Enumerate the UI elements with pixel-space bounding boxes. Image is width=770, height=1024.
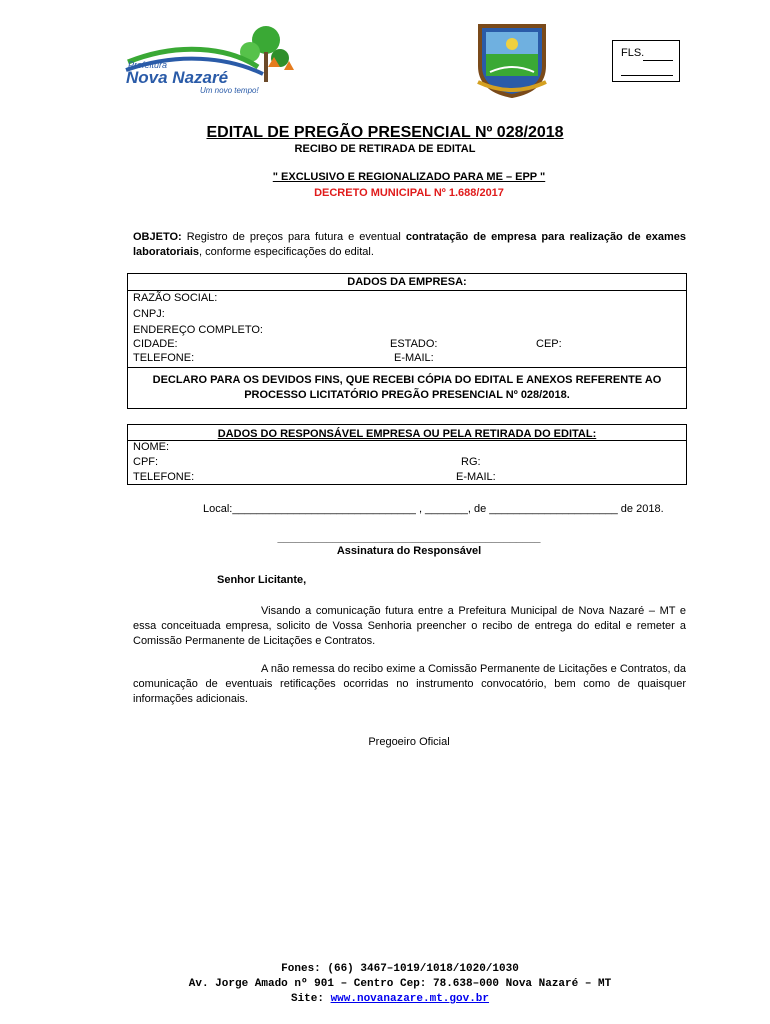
logo-tagline: Um novo tempo! — [200, 86, 259, 95]
fls-box — [612, 40, 680, 82]
document-subtitle: RECIBO DE RETIRADA DE EDITAL — [294, 143, 476, 155]
decree-line: DECRETO MUNICIPAL Nº 1.688/2017 — [314, 187, 504, 199]
company-table-header: DADOS DA EMPRESA: — [347, 276, 467, 288]
letter-paragraph-2: A não remessa do recibo exime a Comissão Permanente de Licitações e Contratos, da comunicação de eventuais retificações ocorridas no instrumento convocatório, bem como de quaisquer informações adicionais. — [133, 663, 686, 705]
exclusive-note: " EXCLUSIVO E REGIONALIZADO PARA ME – EPP " — [272, 171, 546, 183]
footer-site-label: Site: — [290, 993, 331, 1005]
footer-phones: Fones: (66) 3467–1019/1018/1020/1030 — [281, 963, 519, 975]
resp-telefone-field[interactable]: TELEFONE: — [133, 471, 195, 483]
divider — [128, 367, 686, 368]
rg-field[interactable]: RG: — [461, 456, 481, 468]
coat-of-arms — [472, 22, 552, 98]
endereco-field[interactable]: ENDEREÇO COMPLETO: — [133, 324, 263, 336]
letter-paragraph-1: Visando a comunicação futura entre a Prefeitura Municipal de Nova Nazaré – MT e essa conceituada empresa, solicito de Vossa Senhoria preencher o recibo de entrega do edital e remeter a Comissão Permanente de Licitações e Contratos. — [133, 605, 686, 647]
fls-label: FLS. — [621, 47, 645, 59]
footer-site-link[interactable]: www.novanazare.mt.gov.br — [330, 993, 490, 1005]
nome-field[interactable]: NOME: — [133, 441, 170, 453]
footer-site — [0, 993, 770, 1005]
local-date-line[interactable]: Local:______________________________ , _______, de _____________________ de 2018. — [203, 503, 664, 515]
logo-prefeitura-text: Prefeitura — [128, 60, 168, 70]
signature-label: Assinatura do Responsável — [336, 545, 482, 557]
cidade-field[interactable]: CIDADE: — [133, 338, 178, 350]
cpf-field[interactable]: CPF: — [133, 456, 159, 468]
responsible-table-header: DADOS DO RESPONSÁVEL EMPRESA OU PELA RETIRADA DO EDITAL: — [217, 428, 597, 440]
divider — [128, 290, 686, 291]
estado-field[interactable]: ESTADO: — [390, 338, 438, 350]
objeto-bold-text: contratação de empresa para realização de exames laboratoriais — [133, 231, 687, 258]
objeto-text-1: Registro de preços para futura e eventual — [181, 231, 406, 243]
divider — [128, 440, 686, 441]
logo-city-text: Nova Nazaré — [126, 68, 229, 87]
telefone-field[interactable]: TELEFONE: — [133, 352, 195, 364]
fls-line-2 — [621, 75, 673, 76]
cnpj-field[interactable]: CNPJ: — [133, 308, 165, 320]
signer-title: Pregoeiro Oficial — [368, 736, 450, 748]
document-title: EDITAL DE PREGÃO PRESENCIAL Nº 028/2018 — [206, 124, 564, 141]
coat-of-arms-icon — [472, 22, 552, 98]
company-data-table — [127, 273, 687, 409]
signature-line: ___________________________________________ — [277, 532, 541, 544]
resp-email-field[interactable]: E-MAIL: — [456, 471, 496, 483]
email-field[interactable]: E-MAIL: — [394, 352, 434, 364]
razao-social-field[interactable]: RAZÃO SOCIAL: — [133, 292, 218, 304]
prefeitura-logo — [118, 22, 298, 102]
footer-address: Av. Jorge Amado nº 901 – Centro Cep: 78.638–000 Nova Nazaré – MT — [188, 978, 612, 990]
letter-greeting: Senhor Licitante, — [217, 574, 307, 586]
objeto-text-2: , conforme especificações do edital. — [199, 246, 374, 258]
objeto-label: OBJETO: — [133, 231, 182, 243]
fls-line-1 — [643, 60, 673, 61]
declaration-text: DECLARO PARA OS DEVIDOS FINS, QUE RECEBI CÓPIA DO EDITAL E ANEXOS REFERENTE AO PROCESSO LICITATÓRIO PREGÃO PRESENCIAL Nº 028/2018. — [152, 374, 662, 401]
responsible-data-table — [127, 424, 687, 485]
objeto-paragraph — [133, 230, 686, 260]
cep-field[interactable]: CEP: — [536, 338, 562, 350]
